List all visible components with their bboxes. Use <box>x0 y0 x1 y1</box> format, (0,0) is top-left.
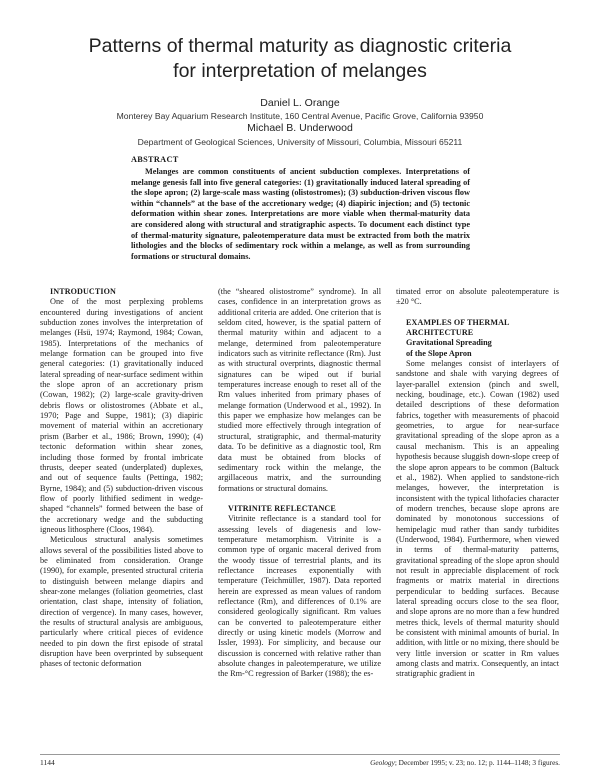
footer-citation <box>370 758 560 767</box>
column-3 <box>396 287 559 680</box>
section-heading-examples-2: ARCHITECTURE <box>406 328 474 338</box>
column-2 <box>218 287 381 680</box>
affiliation-1: Monterey Bay Aquarium Research Institute, 160 Central Avenue, Pacific Grove, California 93950 <box>116 111 484 121</box>
subsection-heading-1: Gravitational Spreading <box>406 338 492 348</box>
title-line-1: Patterns of thermal maturity as diagnostic criteria <box>88 35 512 57</box>
page-number: 1144 <box>40 758 55 767</box>
column-1 <box>40 287 203 670</box>
author-2: Michael B. Underwood <box>247 122 353 134</box>
section-heading-vitrinite: VITRINITE REFLECTANCE <box>228 503 336 513</box>
subsection-heading-2: of the Slope Apron <box>406 348 472 358</box>
affiliation-2: Department of Geological Sciences, University of Missouri, Columbia, Missouri 65211 <box>137 137 463 147</box>
paragraph: Meticulous structural analysis sometimes allows several of the possibilities listed above to be eliminated from consideration. Orange (1990), for example, presented structural criteria to distinguish between melange diapirs and shear-zone melanges (foliation geometries, clast orientation, clast shape, intensity of foliation, direction of vergence). In many cases, however, the results of structural analysis are ambiguous, particularly where critical pieces of evidence needed to pin down the first episode of stratal disruption have been overprinted by subsequent phases of tectonic deformation <box>40 535 203 669</box>
paragraph: Some melanges consist of interlayers of sandstone and shale with varying degrees of layer-parallel extension (pinch and swell, necking, boudinage, etc.). Cowan (1982) used detailed descriptions of these deformation fabrics, together with measurements of phacoid geometries, to argue for near-surface gravitational spreading of the slope apron as a causal mechanism. This is an appealing hypothesis because sluggish down-slope creep of the slope apron appears to be common (Baltuck et al., 1982). When applied to sandstone-rich melanges, however, the interpretation is inconsistent with the typical lithofacies character of modern trenches, because slope aprons are dominated by monotonous successions of hemipelagic mud rather than sandy turbidites (Underwood, 1984). Furthermore, when viewed in terms of thermal-maturity patterns, gravitational spreading of the slope apron should not result in appreciable displacement of rock fragments or matrix material in directions perpendicular to bedding surfaces. Because lateral spreading occurs close to the sea floor, and slope aprons are no more than a few hundred metres thick, levels of thermal maturity should be consistent with minimal amounts of burial. In addition, with little or no mixing, there should be very little inversion or scatter in Rm values among clasts and matrix. Consequently, an intact stratigraphic gradient in <box>396 359 559 679</box>
paragraph: (the “sheared olistostrome” syndrome). In all cases, confidence in an interpretation grows as additional criteria are added. One criterion that is seldom cited, however, is the spatial pattern of thermal maturity within and adjacent to a melange, determined from paleotemperature indicators such as vitrinite reflectance (Rm). Just as with structural overprints, diagnostic thermal signatures can be wiped out if burial temperatures increase enough to reset all of the Rm values inherited from primary phases of melange formation (Underwood et al., 1992). In this paper we emphasize how melanges can be studied more effectively through integration of structural, stratigraphic, and thermal-maturity data. To be definitive as a diagnostic tool, Rm data must be obtained from blocks of sedimentary rock within the melange, the argillaceous matrix, and the surrounding formations or structural domains. <box>218 287 381 493</box>
section-heading-examples-1: EXAMPLES OF THERMAL <box>406 317 510 327</box>
paragraph: Vitrinite reflectance is a standard tool for assessing levels of diagenesis and low-temperature metamorphism. Vitrinite is a common type of organic maceral derived from the woody tissue of terrestrial plants, and its reflectance increases exponentially with temperature (Teichmüller, 1987). Data reported herein are expressed as mean values of random reflectance (Rm), and differences of 0.1% are considered geologically significant. Rm values can be converted to paleotemperature either directly or using kinetic models (Morrow and Issler, 1993). For simplicity, and because our discussion is concerned with relative rather than absolute changes in paleotemperature, we utilize the Rm-°C regression of Barker (1988); the es- <box>218 514 381 679</box>
abstract-heading: ABSTRACT <box>131 155 179 164</box>
paragraph: timated error on absolute paleotemperature is ±20 °C. <box>396 287 559 307</box>
title-line-2: for interpretation of melanges <box>173 60 427 82</box>
paper-title <box>40 34 560 84</box>
footer-rule <box>40 754 560 755</box>
paragraph: One of the most perplexing problems encountered during investigations of ancient subduction zones involves the interpretation of melanges (Hsü, 1974; Raymond, 1984; Cowan, 1985). Interpretations of the mechanics of melange formation can be grouped into five general categories: (1) gravitationally induced lateral spreading of near-surface sediment within the slope apron of an accretionary prism (Cowan, 1982); (2) large-scale gravity-driven debris flows or olistostromes (Abbate et al., 1970; Page and Suppe, 1981); (3) diapiric movement of material within an accretionary prism (Barber et al., 1986; Brown, 1990); (4) tectonic deformation within shear zones, including those formed by frontal imbricate thrusts, deeper seated (underplated) duplexes, and out of sequence faults (Pettinga, 1982; Byrne, 1984); and (5) subduction-driven viscous flow of poorly lithified sediment in wedge-shaped “channels” formed between the base of the accretionary wedge and the subducting igneous lithosphere (Cloos, 1984). <box>40 297 203 534</box>
author-1: Daniel L. Orange <box>260 97 340 109</box>
abstract-body: Melanges are common constituents of ancient subduction complexes. Interpretations of melange genesis fall into five general categories: (1) gravitationally induced lateral spreading of the slope apron; (2) large-scale mass wasting (olistostromes); (3) subduction-driven viscous flow within “channels” at the base of the accretionary wedge; (4) diapiric injection; and (5) tectonic deformation within shear zones. Interpretations are more viable when thermal-maturity data are considered along with structural and stratigraphic aspects. To document each distinct type of thermal-maturity signature, paleotemperature data must be extracted from both the matrix lithologies and the blocks of sedimentary rock within a melange, as well as from surrounding formations or structural domains. <box>131 167 470 261</box>
journal-name: Geology <box>370 758 395 767</box>
section-heading-introduction: INTRODUCTION <box>50 287 116 296</box>
citation-details: ; December 1995; v. 23; no. 12; p. 1144–1148; 3 figures. <box>394 758 560 767</box>
